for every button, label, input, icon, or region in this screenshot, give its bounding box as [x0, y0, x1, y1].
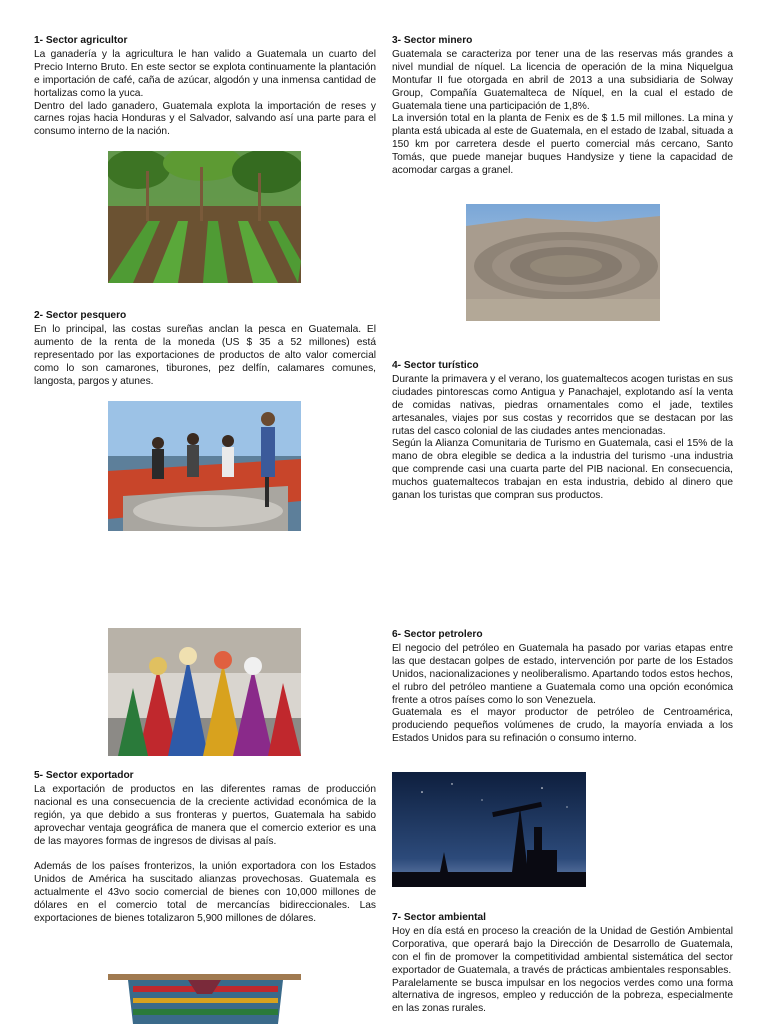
section-title: 1- Sector agricultor — [34, 35, 128, 46]
agriculture-field-image — [108, 151, 301, 283]
section-paragraph: Además de los países fronterizos, la unión exportadora con los Estados Unidos de América ha suscitado alianzas provechosas. Guatemala es actualmente el 43vo socio comercial de bienes con 10,000 millones de dólares en el comercio total de mercancías bidireccionales. Las exportaciones de bienes totalizaron 5,900 millones de dólares. — [34, 861, 376, 925]
fishermen-boat-image — [108, 401, 301, 531]
section-minero — [392, 35, 733, 178]
section-paragraph: Según la Alianza Comunitaria de Turismo en Guatemala, casi el 15% de la mano de obra elegible se dedica a la industria del turismo -una industria que comprende casi una cuarta parte del PIB nacional. En consecuencia, muchos guatemaltecos trabajan en esta industria, debido al dinero que ganan los turistas que compran sus productos. — [392, 438, 733, 502]
section-paragraph: Durante la primavera y el verano, los guatemaltecos acogen turistas en sus ciudades pintorescas como Antigua y Panachajel, explotando así la venta de comidas nativas, piedras ornamentales como el jade, textiles artesanales, viajes por sus costas y recorridos que se destacan por las rutas del casco colonial de las ciudades antes mencionadas. — [392, 373, 733, 437]
section-agricultor — [34, 35, 376, 139]
section-paragraph: Dentro del lado ganadero, Guatemala explota la importación de reses y carnes rojas hacia Honduras y el Salvador, salvando así una parte para el consumo interno de la nación. — [34, 100, 376, 138]
section-paragraph: Guatemala es el mayor productor de petróleo de Centroamérica, produciendo pequeños volúmenes de crudo, la mayoría enviada a los Estados Unidos para su refinación o consumo interno. — [392, 707, 733, 745]
section-title: 3- Sector minero — [392, 35, 473, 46]
section-pesquero — [34, 310, 376, 388]
section-paragraph: Guatemala se caracteriza por tener una de las reservas más grandes a nivel mundial de níquel. La licencia de operación de la mina Niquelgua Montufar II fue otorgada en abril de 2013 a una subsidiaria de Solway Group, Compañía Guatemalteca de Níquel, en la cual el estado de Guatemala tiene una participación de 1,8%. — [392, 48, 733, 112]
section-paragraph: Hoy en día está en proceso la creación de la Unidad de Gestión Ambiental Corporativa, que operará bajo la Dirección de Desarrollo de Guatemala, con el fin de promover la competitividad ambiental sistemática del sector exportador de Guatemala, a través de prácticas ambientales responsables. — [392, 925, 733, 976]
section-turistico — [392, 360, 733, 503]
section-title: 7- Sector ambiental — [392, 912, 486, 923]
section-ambiental — [392, 912, 733, 1016]
section-paragraph: Paralelamente se busca impulsar en los negocios verdes como una forma alternativa de ingresos, empleo y reducción de la pobreza, especialmente en las zonas rurales. — [392, 977, 733, 1015]
section-title: 6- Sector petrolero — [392, 629, 483, 640]
section-exportador — [34, 770, 376, 926]
section-petrolero — [392, 629, 733, 746]
traditional-dance-image — [108, 628, 301, 756]
section-paragraph: El negocio del petróleo en Guatemala ha pasado por varias etapas entre las que destacan golpes de estado, intervención por parte de los Estados Unidos, nacionalizaciones y neoliberalismo. Apartando todos estos hechos, el rubro del petróleo mantiene a Guatemala como una opción económica frente a otros países como lo son Venezuela. — [392, 642, 733, 706]
section-title: 5- Sector exportador — [34, 770, 134, 781]
oil-pumpjack-image — [392, 772, 586, 887]
open-pit-mine-image — [466, 204, 660, 321]
section-paragraph: La exportación de productos en las diferentes ramas de producción nacional es una consecuencia de la creciente actividad económica de la región, ya que debido a sus fronteras y puertos, Guatemala ha sabido aprovechar ventaja geográfica de manera que el comercio exterior es una de las mayores formas de ingresos de divisas al país. — [34, 783, 376, 847]
section-title: 2- Sector pesquero — [34, 310, 127, 321]
textile-huipil-image — [108, 972, 301, 1024]
section-title: 4- Sector turístico — [392, 360, 479, 371]
section-paragraph: La inversión total en la planta de Fenix es de $ 1.5 mil millones. La mina y planta está ubicada al este de Guatemala, en el estado de Izabal, situada a 150 km por carretera desde el puerto comercial más cercano, Santo Tomás, que puede manejar buques Handysize y tiene la capacidad de acomodar cargas a granel. — [392, 113, 733, 177]
section-paragraph: La ganadería y la agricultura le han valido a Guatemala un cuarto del Precio Interno Bruto. En este sector se explota continuamente la plantación e importación de café, caña de azúcar, algodón y una inmensa cantidad de hortalizas como la yuca. — [34, 48, 376, 99]
section-paragraph: En lo principal, las costas sureñas anclan la pesca en Guatemala. El aumento de la renta de la moneda (US $ 35 a 52 millones) está representado por las exportaciones de productos de alto valor comercial como lo son camarones, tiburones, pez delfín, calamares comunes, langosta, pargos y atunes. — [34, 323, 376, 387]
